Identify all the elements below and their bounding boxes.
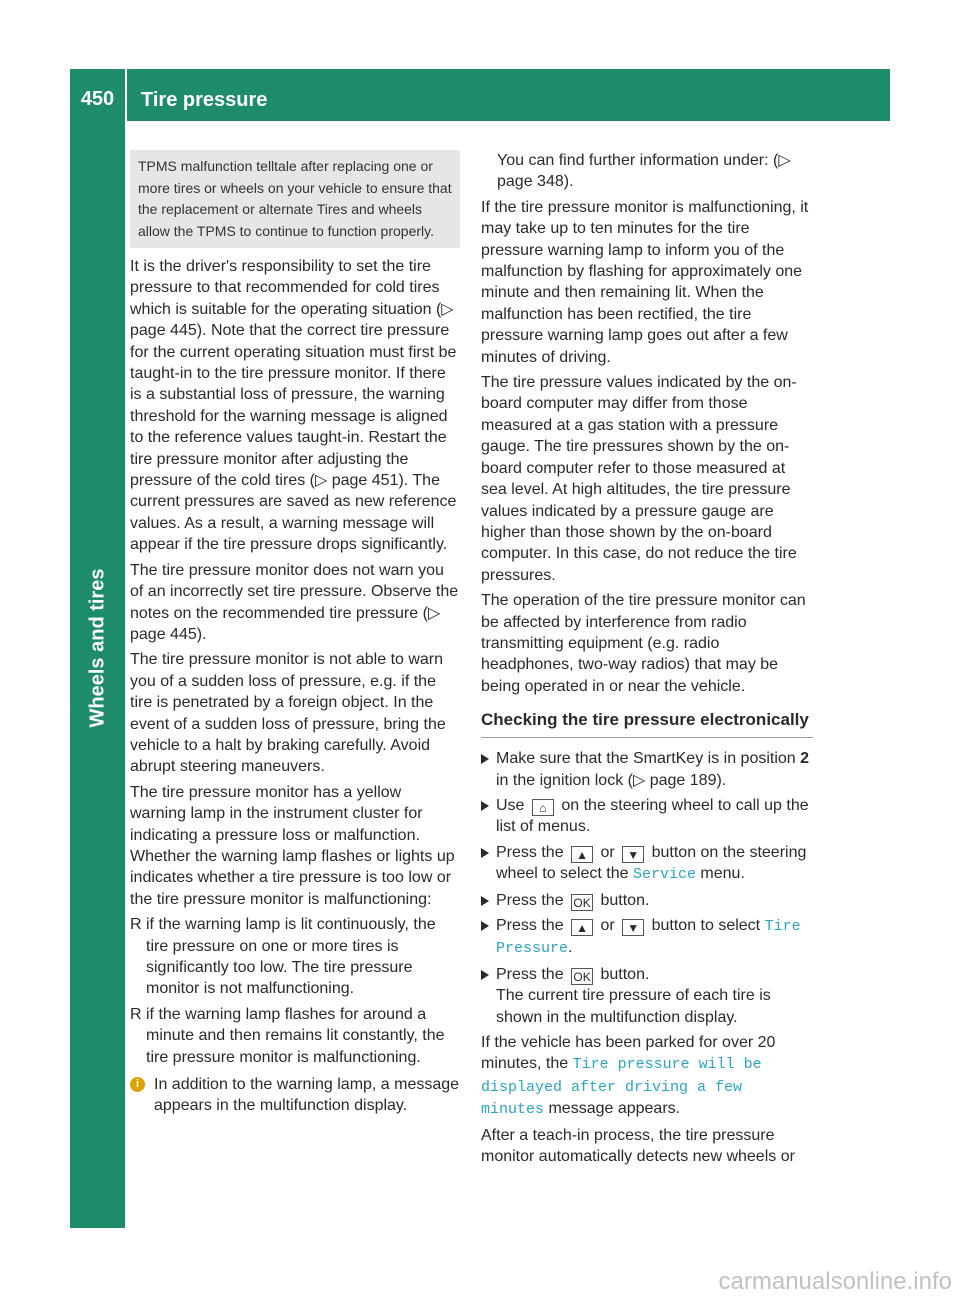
up-key-icon: ▲ <box>571 919 593 936</box>
page-ref-icon: ▷ <box>632 771 646 789</box>
page-ref-icon: ▷ <box>314 472 328 490</box>
bullet-icon: R <box>130 1005 142 1023</box>
paragraph: The tire pressure monitor has a yellow warning lamp in the instrument cluster for indicating a pressure loss or malfunction. Whether the warning lamp flashes or lights up indicates whether a tire pressure is too low or the tire pressure monitor is malfunctioning: <box>130 783 455 908</box>
ok-key-icon: OK <box>571 968 593 985</box>
step-arrow-icon <box>481 970 489 980</box>
menu-name: Tire Pressure <box>496 918 801 958</box>
step-arrow-icon <box>481 801 489 811</box>
paragraph: If the tire pressure monitor is malfunctioning, it may take up to ten minutes for the tire pressure warning lamp to inform you of the malfunction by flashing for approximately one minute and then remaining lit. When the malfunction has been rectified, the tire pressure warning lamp goes out after a few minutes of driving. <box>481 198 809 366</box>
chapter-tab-label: Wheels and tires <box>86 568 109 728</box>
paragraph: The tire pressure monitor does not warn you of an incorrectly set tire pressure. Observe the notes on the recommended tire pressure (▷ page 445). <box>130 561 459 643</box>
display-message: Tire pressure will be displayed after driving a few minutes <box>481 1056 762 1119</box>
step-arrow-icon <box>481 896 489 906</box>
left-column <box>130 150 460 1117</box>
header-divider <box>125 69 127 121</box>
step-item: Press the ▲ or ▼ button to select Tire Pressure. <box>481 915 813 960</box>
bullet-icon: R <box>130 916 142 934</box>
menu-name: Service <box>632 866 696 884</box>
step-arrow-icon <box>481 754 489 764</box>
page-ref-icon: ▷ <box>441 300 454 318</box>
list-item: R if the warning lamp is lit continuously, the tire pressure on one or more tires is significantly too low. The tire pressure monitor is not malfunctioning. <box>130 916 436 998</box>
info-note-continued: You can find further information under: (▷ page 348). <box>497 152 791 191</box>
paragraph: If the vehicle has been parked for over 20 minutes, the Tire pressure will be displayed after driving a few minutes message appears. <box>481 1034 776 1119</box>
note-box: TPMS malfunction telltale after replacing one or more tires or wheels on your vehicle to ensure that the replacement or alternate Tires and wheels allow the TPMS to continue to function properly. <box>130 150 460 248</box>
home-key-icon: ⌂ <box>532 799 554 816</box>
step-arrow-icon <box>481 921 489 931</box>
paragraph: The tire pressure values indicated by the on-board computer may differ from those measured at a gas station with a pressure gauge. The tire pressures shown by the on-board computer refer to those measured at sea level. At high altitudes, the tire pressure values indicated by a pressure gauge are higher than those shown by the on-board computer. In this case, do not reduce the tire pressures. <box>481 374 797 584</box>
step-item: Press the OK button. The current tire pressure of each tire is shown in the multifunction display. <box>481 964 813 1028</box>
step-arrow-icon <box>481 848 489 858</box>
section-title: Tire pressure <box>141 89 268 111</box>
page-ref-icon: ▷ <box>778 152 791 169</box>
page-header <box>70 69 890 121</box>
page-number: 450 <box>80 88 115 110</box>
list-item: R if the warning lamp flashes for around a minute and then remains lit constantly, the tire pressure monitor is malfunctioning. <box>130 1005 445 1066</box>
step-result: The current tire pressure of each tire is shown in the multifunction display. <box>496 987 771 1026</box>
paragraph: The operation of the tire pressure monitor can be affected by interference from radio transmitting equipment (e.g. radio headphones, two-way radios) that may be being operated in or near the vehicle. <box>481 592 806 695</box>
paragraph: It is the driver's responsibility to set the tire pressure to that recommended for cold tires which is suitable for the operating situation (▷ page 445). Note that the correct tire pressure for the current operating situation must first be taught-in to the tire pressure monitor. If there is a substantial loss of pressure, the warning threshold for the warning message is aligned to the reference values taught-in. Restart the tire pressure monitor after adjusting the pressure of the cold tires (▷ page 451). The current pressures are saved as new reference values. As a result, a warning message will appear if the tire pressure drops significantly. <box>130 258 457 554</box>
right-column <box>481 150 813 1171</box>
watermark: carmanualsonline.info <box>718 1268 952 1295</box>
paragraph: The tire pressure monitor is not able to warn you of a sudden loss of pressure, e.g. if the tire is penetrated by a foreign object. In the event of a sudden loss of pressure, bring the vehicle to a halt by braking carefully. Avoid abrupt steering maneuvers. <box>130 651 446 776</box>
page-ref-icon: ▷ <box>427 604 441 622</box>
step-item: Press the OK button. <box>481 890 813 911</box>
step-item: Use ⌂ on the steering wheel to call up the list of menus. <box>481 795 813 838</box>
ok-key-icon: OK <box>571 894 593 911</box>
down-key-icon: ▼ <box>622 846 644 863</box>
down-key-icon: ▼ <box>622 919 644 936</box>
info-note: i In addition to the warning lamp, a message appears in the multifunction display. <box>130 1074 460 1117</box>
info-icon: i <box>130 1077 145 1092</box>
step-item: Press the ▲ or ▼ button on the steering wheel to select the Service menu. <box>481 842 813 886</box>
up-key-icon: ▲ <box>571 846 593 863</box>
subsection-heading: Checking the tire pressure electronically <box>481 709 813 738</box>
paragraph: After a teach-in process, the tire pressure monitor automatically detects new wheels or <box>481 1126 795 1166</box>
step-item: Make sure that the SmartKey is in position 2 in the ignition lock (▷ page 189). <box>481 748 813 791</box>
